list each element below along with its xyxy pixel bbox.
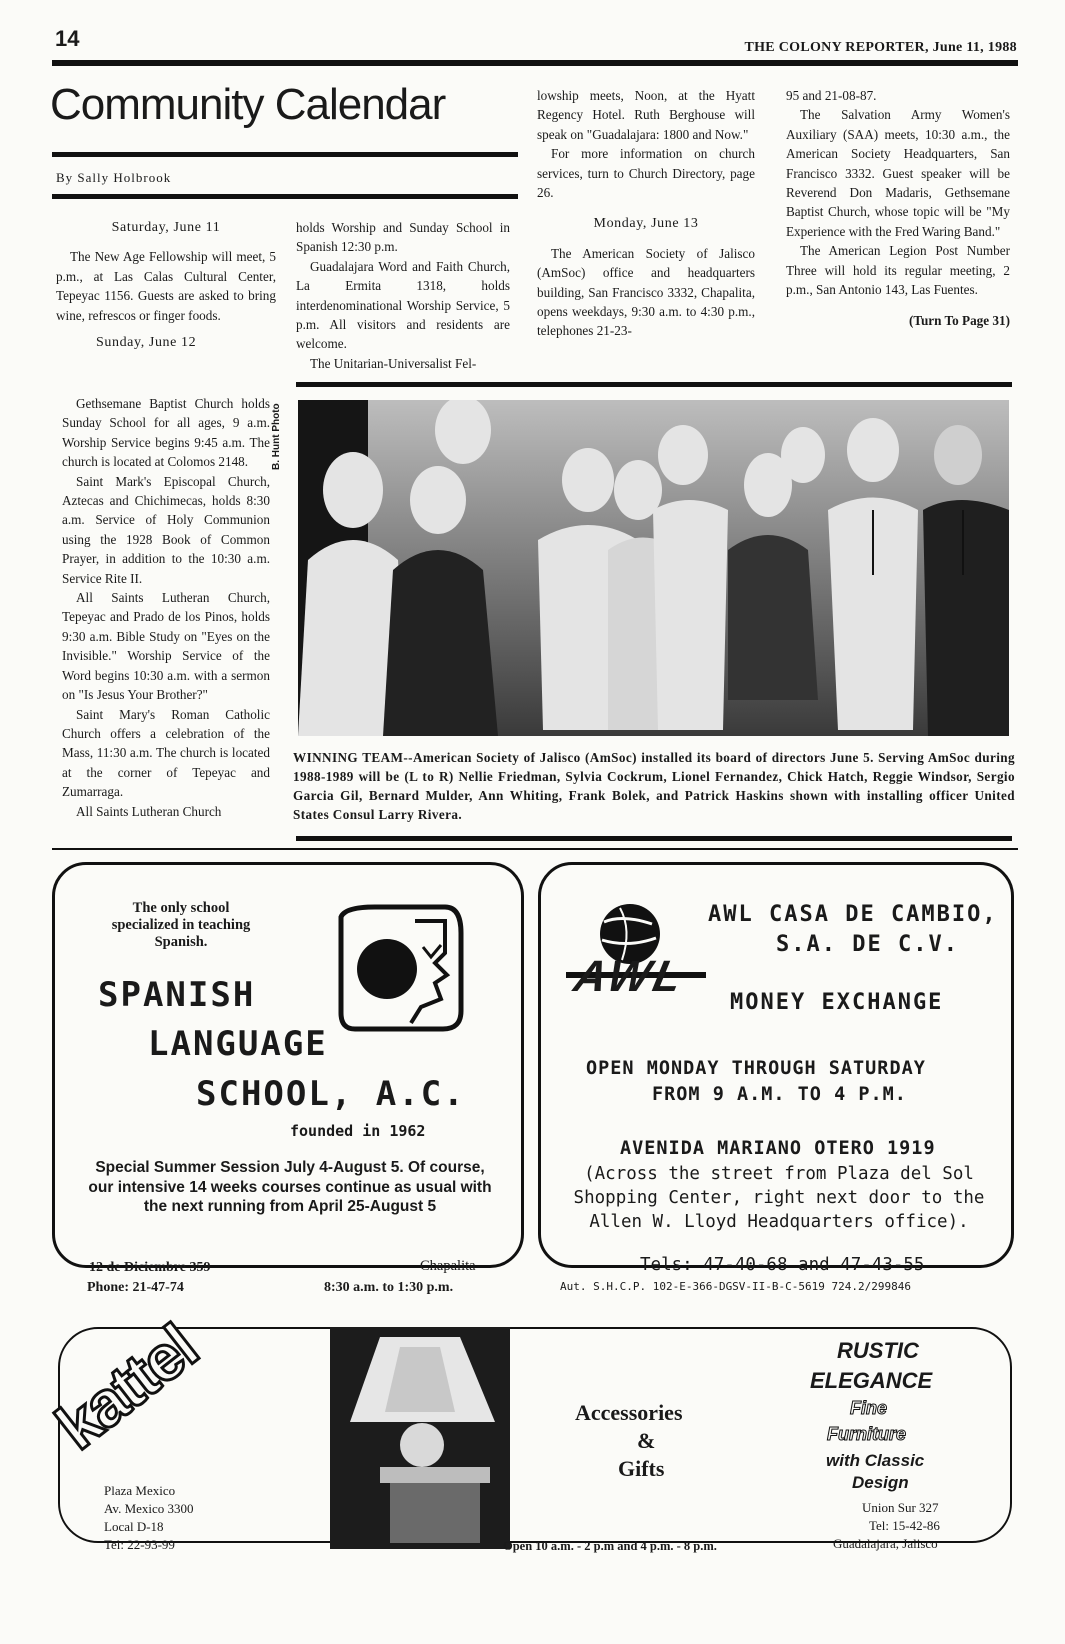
awl-directions: (Across the street from Plaza del Sol Shopping Center, right next door to the Allen W. Lloyd Headquarters office).	[573, 1164, 985, 1232]
classic-label: with Classic	[826, 1451, 925, 1470]
kattel-address-2: Av. Mexico 3300	[104, 1501, 194, 1516]
fellowship-listing: lowship meets, Noon, at the Hyatt Regency Hotel. Ruth Berghouse will speak on "Guadalajara: 1800 and Now."	[537, 88, 755, 142]
accessories-label: Accessories	[575, 1400, 683, 1425]
school-hours: 8:30 a.m. to 1:30 p.m.	[324, 1280, 454, 1295]
kattel-hours: Open 10 a.m. - 2 p.m and 4 p.m. - 8 p.m.	[503, 1539, 717, 1553]
board-of-directors-photo	[298, 400, 1009, 736]
fine-label: Fine	[850, 1398, 888, 1418]
awl-telephones: Tels: 47-40-68 and 47-43-55	[640, 1255, 925, 1275]
all-saints-continued: All Saints Lutheran Church	[76, 803, 222, 819]
calendar-title: Community Calendar	[50, 80, 446, 129]
awl-logo-text: AWL	[569, 952, 691, 1001]
salvation-army-listing: The Salvation Army Women's Auxiliary (SAA) meets, 10:30 a.m., the American Society Headquarters, San Francisco 3332. Guest speaker will be Reverend Don Madaris, Gethsemane Baptist Church, whose topic will be "My Experience with the Fred Waring Band."	[786, 107, 1010, 239]
byline: By Sally Holbrook	[56, 170, 172, 185]
turn-to-page[interactable]: (Turn To Page 31)	[908, 313, 1010, 329]
unitarian-listing: The Unitarian-Universalist Fel-	[310, 355, 477, 371]
kattel-address-4: Tel: 22-93-99	[104, 1537, 175, 1552]
calendar-column-4	[786, 86, 1010, 331]
page-number: 14	[55, 26, 80, 51]
paper-date-line: THE COLONY REPORTER, June 11, 1988	[744, 40, 1017, 55]
awl-name-line1: AWL CASA DE CAMBIO,	[708, 902, 998, 927]
calendar-column-1b	[62, 394, 270, 821]
design-label: Design	[852, 1473, 909, 1492]
ampersand-label: &	[637, 1428, 656, 1453]
school-founded: founded in 1962	[290, 1122, 426, 1140]
kattel-address-1: Plaza Mexico	[104, 1483, 176, 1498]
church-directory-note: For more information on church services, turn to Church Directory, page 26.	[537, 146, 755, 201]
photo-top-rule	[296, 382, 1012, 387]
rustic-label: RUSTIC	[837, 1338, 919, 1363]
elegance-label: ELEGANCE	[810, 1368, 933, 1393]
sunday-heading: Sunday, June 12	[96, 335, 197, 351]
summer-session-notice: Special Summer Session July 4-August 5. Of course, our intensive 14 weeks courses continue as usual with the next running from April 25-August 5	[88, 1159, 492, 1216]
gethsemane-listing: Gethsemane Baptist Church holds Sunday School for all ages, 9 a.m. Worship Service begins 9:45 a.m. The church is located at Colomos 2148.	[62, 396, 270, 470]
word-and-faith-listing: Guadalajara Word and Faith Church, La Ermita 1318, holds interdenominational Worship Service, 5 p.m. All visitors and residents are welcome.	[296, 258, 510, 352]
calendar-column-2	[296, 218, 510, 373]
masthead-rule	[52, 60, 1018, 66]
school-area: Chapalita	[420, 1258, 476, 1274]
lamp-photo	[330, 1327, 510, 1549]
all-saints-listing: All Saints Lutheran Church, Tepeyac and Prado de los Pinos, holds 9:30 a.m. Bible Study on "Eyes on the Invisible." Worship Service of the Word begins 10:30 a.m. with a sermon on "Is Jesus Your Brother?"	[62, 590, 270, 703]
school-name-line1: SPANISH	[98, 975, 256, 1015]
saint-marks-listing: Saint Mark's Episcopal Church, Aztecas and Chichimecas, holds 8:30 a.m. Service of Holy Communion using the 1928 Book of Common Prayer, in addition to the 10:30 a.m. Service Rite II.	[62, 473, 270, 586]
school-address: 12 de Diciembre 359	[89, 1260, 211, 1275]
awl-authorization: Aut. S.H.C.P. 102-E-366-DGSV-II-B-C-5619 724.2/299846	[560, 1280, 911, 1293]
amsoc-office-listing: The American Society of Jalisco (AmSoc) office and headquarters building, San Francisco 3332, Chapalita, opens weekdays, 9:30 a.m. to 4:30 p.m., telephones 21-23-	[537, 245, 755, 339]
kattel-logo: kattel	[43, 1310, 210, 1464]
saint-marys-listing: Saint Mary's Roman Catholic Church offers a celebration of the Mass, 11:30 a.m. The church is located at the corner of Tepeyac and Zumarraga.	[62, 706, 270, 800]
calendar-column-1	[56, 218, 276, 352]
furniture-label: Furniture	[827, 1424, 906, 1444]
speaking-head-logo	[335, 903, 467, 1035]
title-rule	[52, 152, 518, 157]
caption-bottom-rule	[296, 836, 1012, 841]
group-photo-illustration	[298, 400, 1009, 736]
awl-open-days: OPEN MONDAY THROUGH SATURDAY	[586, 1058, 926, 1079]
school-name-line3: SCHOOL, A.C.	[196, 1074, 466, 1114]
saturday-heading: Saturday, June 11	[111, 220, 221, 235]
spanish-worship-listing: holds Worship and Sunday School in Spanish 12:30 p.m.	[296, 220, 510, 255]
american-legion-listing: The American Legion Post Number Three will hold its regular meeting, 2 p.m., San Antonio 143, Las Fuentes.	[786, 243, 1010, 298]
monday-heading: Monday, June 13	[593, 216, 699, 232]
awl-money-exchange: MONEY EXCHANGE	[730, 990, 944, 1015]
kattel-address-3: Local D-18	[104, 1519, 164, 1534]
awl-name-line2: S.A. DE C.V.	[776, 932, 959, 957]
photo-credit: B. Hunt Photo	[271, 403, 282, 470]
awl-street: AVENIDA MARIANO OTERO 1919	[620, 1138, 936, 1159]
furniture-address-2: Tel: 15-42-86	[869, 1518, 940, 1533]
school-name-line2: LANGUAGE	[148, 1024, 328, 1064]
byline-rule	[52, 194, 518, 199]
furniture-address-1: Union Sur 327	[862, 1500, 939, 1515]
gifts-label: Gifts	[618, 1456, 665, 1481]
furniture-address-3: Guadalajara, Jalisco	[833, 1536, 938, 1551]
awl-open-hours: FROM 9 A.M. TO 4 P.M.	[652, 1084, 907, 1105]
phone-continued: 95 and 21-08-87.	[786, 88, 877, 103]
new-age-listing: The New Age Fellowship will meet, 5 p.m., at Las Calas Cultural Center, Tepeyac 1156. Guests are asked to bring wine, refrescos or finger foods.	[56, 249, 276, 323]
photo-caption: WINNING TEAM--American Society of Jalisco (AmSoc) installed its board of directors June 5. Serving AmSoc during 1988-1989 will be (L to R) Nellie Friedman, Sylvia Cockrum, Lionel Fernandez, Chick Hatch, Reggie Windsor, Sergio Garcia Gil, Bernard Mulder, Ann Whiting, Frank Bolek, and Patrick Haskins shown with installing officer United States Consul Larry Rivera.	[293, 750, 1015, 822]
calendar-column-3	[537, 86, 755, 341]
section-rule	[52, 848, 1018, 850]
school-tagline: The only school specialized in teaching Spanish.	[111, 900, 251, 950]
school-phone: Phone: 21-47-74	[87, 1280, 184, 1295]
